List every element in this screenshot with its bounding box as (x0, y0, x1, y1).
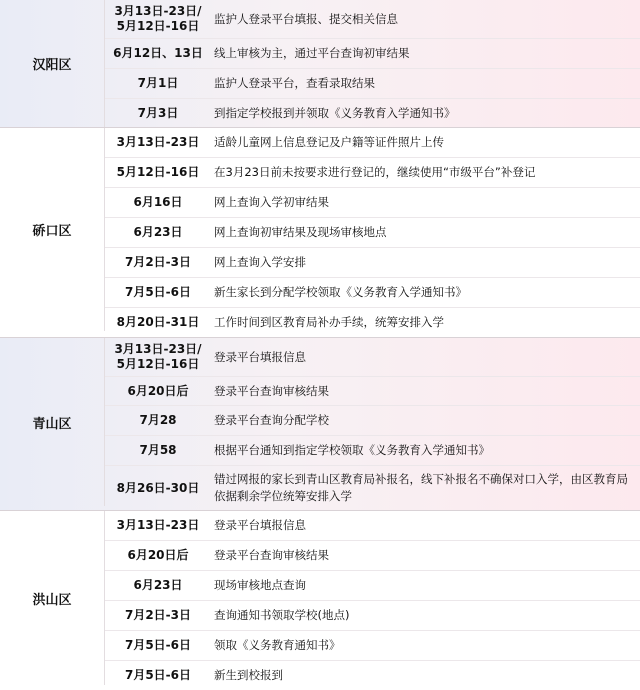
row-date: 7月28 (139, 413, 177, 427)
row-date: 7月1日 (137, 76, 179, 90)
row-description: 现场审核地点查询 (214, 578, 306, 592)
row-description: 新生家长到分配学校领取《义务教育入学通知书》 (214, 285, 467, 299)
row-date: 7月5日-6日 (124, 668, 192, 682)
table-row (105, 188, 640, 218)
row-description: 在3月23日前未按要求进行登记的，继续使用“市级平台”补登记 (214, 165, 536, 179)
row-date: 5月12日-16日 (116, 165, 200, 179)
row-description: 线上审核为主，通过平台查询初审结果 (214, 46, 410, 60)
row-description: 登录平台填报信息 (214, 518, 306, 532)
table-row (105, 511, 640, 541)
district-rows (105, 128, 640, 337)
row-date: 7月5日-6日 (124, 285, 192, 299)
row-description: 监护人登录平台，查看录取结果 (214, 76, 375, 90)
district-block-qingshan (0, 338, 640, 511)
row-date: 7月58 (139, 443, 177, 457)
row-date: 3月13日-23日/ 5月12日-16日 (114, 342, 202, 371)
table-row (105, 0, 640, 39)
district-block-hongshan (0, 511, 640, 690)
row-date: 3月13日-23日 (116, 135, 200, 149)
table-row (105, 39, 640, 69)
table-row (105, 278, 640, 308)
row-description: 网上查询入学安排 (214, 255, 306, 269)
table-row (105, 99, 640, 127)
row-date: 8月26日-30日 (116, 480, 200, 495)
row-date: 7月2日-3日 (124, 608, 192, 622)
row-date: 7月5日-6日 (124, 638, 192, 652)
district-rows (105, 511, 640, 690)
row-date: 6月12日、13日 (113, 46, 203, 60)
district-rows (105, 338, 640, 510)
row-date: 6月23日 (133, 225, 183, 239)
table-row (105, 128, 640, 158)
district-rows (105, 0, 640, 127)
row-description: 登录平台查询审核结果 (214, 548, 329, 562)
table-row (105, 466, 640, 510)
row-description: 登录平台填报信息 (214, 349, 306, 364)
table-row (105, 661, 640, 690)
row-description: 到指定学校报到并领取《义务教育入学通知书》 (214, 105, 456, 120)
row-date: 6月16日 (133, 195, 183, 209)
district-name: 青山区 (0, 338, 105, 506)
table-row (105, 377, 640, 406)
row-description: 领取《义务教育通知书》 (214, 638, 341, 652)
table-row (105, 308, 640, 337)
row-description: 工作时间到区教育局补办手续，统筹安排入学 (214, 315, 444, 329)
row-date: 3月13日-23日/ 5月12日-16日 (114, 4, 202, 33)
table-row (105, 601, 640, 631)
district-name: 洪山区 (0, 511, 105, 685)
row-description: 错过网报的家长到青山区教育局补报名，线下补报名不确保对口入学，由区教育局依据剩余学位统筹安排入学 (214, 472, 628, 503)
row-date: 6月20日后 (127, 548, 189, 562)
table-row (105, 218, 640, 248)
row-date: 8月20日-31日 (116, 315, 200, 329)
row-date: 6月23日 (133, 578, 183, 592)
row-description: 查询通知书领取学校(地点) (214, 608, 350, 622)
district-block-qiaokou (0, 128, 640, 338)
table-row (105, 248, 640, 278)
table-row (105, 338, 640, 377)
row-date: 7月3日 (137, 105, 179, 120)
district-name: 硚口区 (0, 128, 105, 331)
row-description: 适龄儿童网上信息登记及户籍等证件照片上传 (214, 135, 444, 149)
row-description: 新生到校报到 (214, 668, 283, 682)
table-row (105, 631, 640, 661)
table-row (105, 541, 640, 571)
table-row (105, 406, 640, 436)
row-description: 登录平台查询分配学校 (214, 413, 329, 427)
table-row (105, 158, 640, 188)
row-description: 登录平台查询审核结果 (214, 383, 329, 398)
row-date: 7月2日-3日 (124, 255, 192, 269)
row-description: 监护人登录平台填报、提交相关信息 (214, 11, 398, 26)
district-block-hanyang (0, 0, 640, 128)
row-date: 6月20日后 (127, 383, 189, 398)
table-row (105, 69, 640, 99)
table-row (105, 436, 640, 466)
row-description: 网上查询初审结果及现场审核地点 (214, 225, 387, 239)
row-description: 网上查询入学初审结果 (214, 195, 329, 209)
row-date: 3月13日-23日 (116, 518, 200, 532)
row-description: 根据平台通知到指定学校领取《义务教育入学通知书》 (214, 443, 490, 457)
district-name: 汉阳区 (0, 0, 105, 127)
table-row (105, 571, 640, 601)
